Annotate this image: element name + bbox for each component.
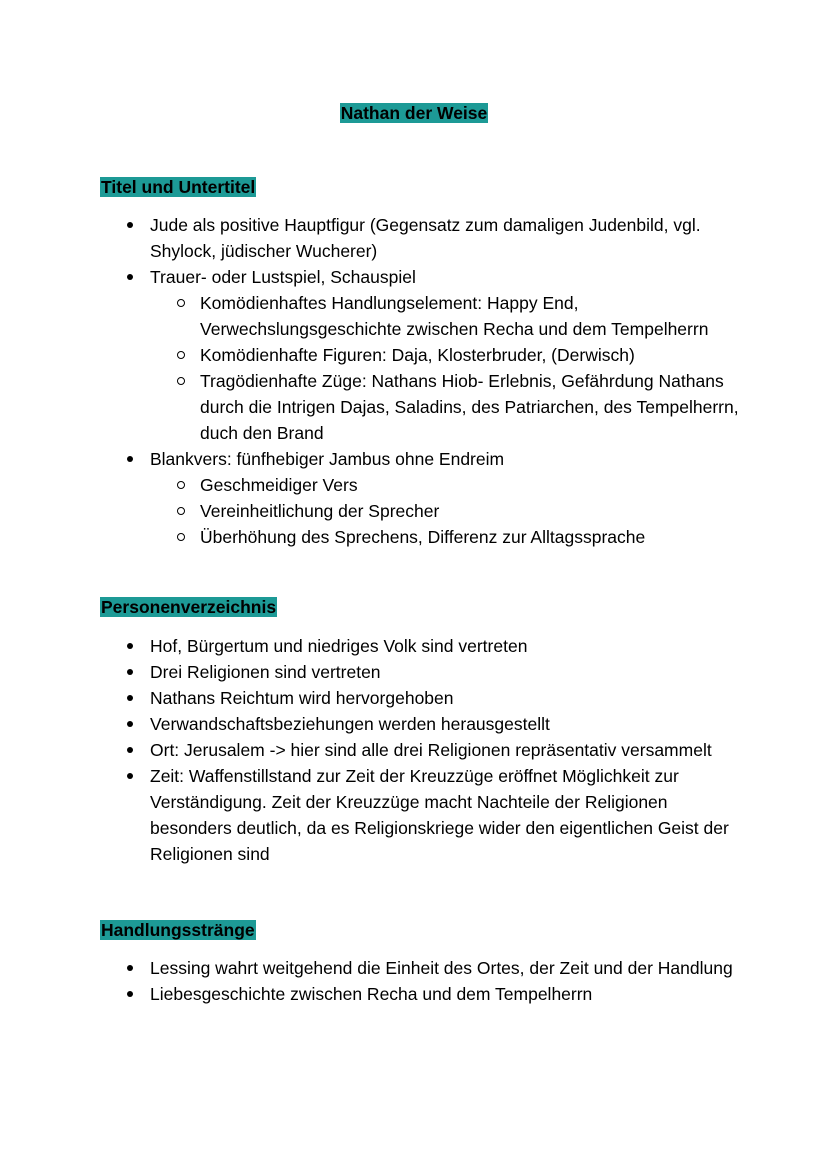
list-item	[150, 685, 750, 711]
sub-list-item	[200, 368, 750, 446]
document-title-wrap	[0, 101, 828, 125]
list-item-text: Verwandschaftsbeziehungen werden herausgestellt	[150, 714, 550, 734]
sub-list-item-text: Geschmeidiger Vers	[200, 475, 358, 495]
sub-list-item-text: Komödienhaftes Handlungselement: Happy End, Verwechslungsgeschichte zwischen Recha und dem Tempelherrn	[200, 293, 709, 339]
section-heading-text: Handlungsstränge	[101, 920, 255, 940]
list-item	[150, 737, 750, 763]
section-heading-text: Personenverzeichnis	[101, 597, 277, 617]
section-list-handlung	[150, 955, 750, 1007]
list-item-text: Blankvers: fünfhebiger Jambus ohne Endreim	[150, 449, 505, 469]
list-item	[150, 633, 750, 659]
list-item-text: Ort: Jerusalem -> hier sind alle drei Religionen repräsentativ versammelt	[150, 740, 712, 760]
sub-list-item	[200, 342, 750, 368]
section-list-titel	[150, 212, 750, 550]
section-heading-handlung	[100, 918, 256, 942]
sub-list	[150, 472, 750, 550]
list-item	[150, 659, 750, 685]
sub-list-item	[200, 290, 750, 342]
sub-list-item	[200, 472, 750, 498]
list-item	[150, 763, 750, 867]
sub-list	[150, 290, 750, 446]
list-item-text: Drei Religionen sind vertreten	[150, 662, 381, 682]
list-item-text: Hof, Bürgertum und niedriges Volk sind vertreten	[150, 636, 528, 656]
document-title: Nathan der Weise	[340, 103, 488, 123]
sub-list-item-text: Vereinheitlichung der Sprecher	[200, 501, 440, 521]
list-item	[150, 212, 750, 264]
sub-list-item-text: Überhöhung des Sprechens, Differenz zur Alltagssprache	[200, 527, 646, 547]
list-item	[150, 981, 750, 1007]
sub-list-item-text: Tragödienhafte Züge: Nathans Hiob- Erlebnis, Gefährdung Nathans durch die Intrigen Dajas, Saladins, des Patriarchen, des Tempelherrn, duch den Brand	[200, 371, 739, 443]
list-item	[150, 264, 750, 446]
section-heading-text: Titel und Untertitel	[101, 177, 256, 197]
list-item	[150, 711, 750, 737]
list-item-text: Nathans Reichtum wird hervorgehoben	[150, 688, 454, 708]
sub-list-item	[200, 524, 750, 550]
list-item-text: Jude als positive Hauptfigur (Gegensatz zum damaligen Judenbild, vgl. Shylock, jüdischer Wucherer)	[150, 215, 701, 261]
list-item-text: Zeit: Waffenstillstand zur Zeit der Kreuzzüge eröffnet Möglichkeit zur Verständigung. Zeit der Kreuzzüge macht Nachteile der Religionen besonders deutlich, da es Religionskriege wider den eigentlichen Geist der Religionen sind	[150, 766, 729, 864]
list-item-text: Lessing wahrt weitgehend die Einheit des Ortes, der Zeit und der Handlung	[150, 958, 733, 978]
sub-list-item	[200, 498, 750, 524]
section-heading-titel	[100, 175, 256, 199]
list-item	[150, 446, 750, 550]
sub-list-item-text: Komödienhafte Figuren: Daja, Klosterbruder, (Derwisch)	[200, 345, 635, 365]
section-heading-personen	[100, 595, 277, 619]
list-item-text: Liebesgeschichte zwischen Recha und dem Tempelherrn	[150, 984, 593, 1004]
list-item	[150, 955, 750, 981]
section-list-personen	[150, 633, 750, 867]
list-item-text: Trauer- oder Lustspiel, Schauspiel	[150, 267, 416, 287]
